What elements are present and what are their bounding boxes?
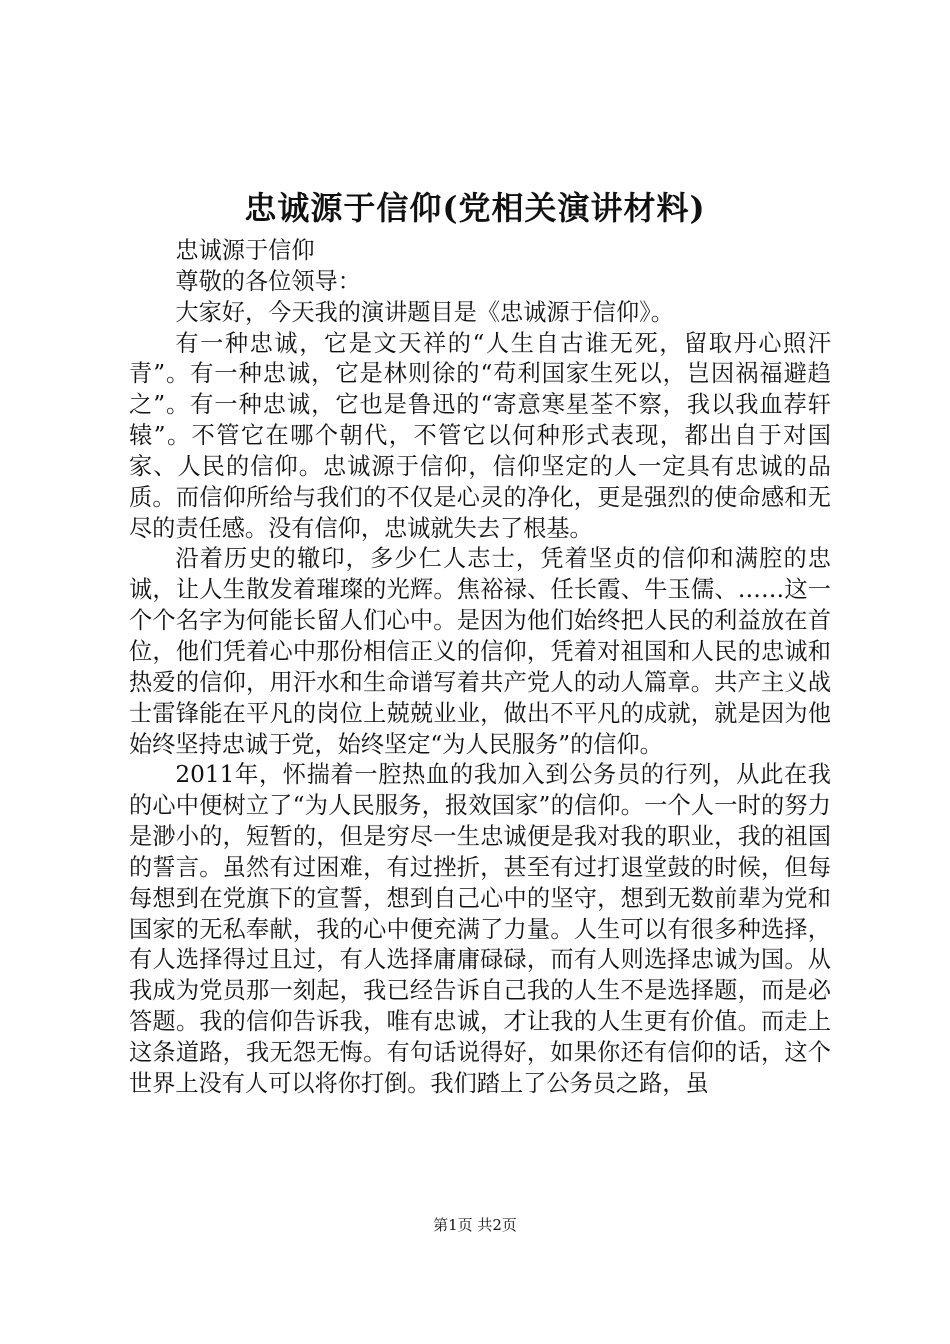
paragraph-greeting: 大家好，今天我的演讲题目是《忠诚源于信仰》。 xyxy=(175,298,674,326)
paragraph-salutation: 尊敬的各位领导： xyxy=(175,267,361,295)
document-body xyxy=(129,236,831,1100)
paragraph: 有一种忠诚，它是文天祥的“人生自古谁无死，留取丹心照汗青”。有一种忠诚，它是林则徐的“苟利国家生死以，岂因祸福避趋之”。有一种忠诚，它也是鲁迅的“寄意寒星荃不察，我以我血荐轩辕”。不管它在哪个朝代，不管它以何种形式表现，都出自于对国家、人民的信仰。忠诚源于信仰，信仰坚定的人一定具有忠诚的品质。而信仰所给与我们的不仅是心灵的净化，更是强烈的使命感和无尽的责任感。没有信仰，忠诚就失去了根基。 xyxy=(129,329,831,542)
paragraph: 沿着历史的辙印，多少仁人志士，凭着坚贞的信仰和满腔的忠诚，让人生散发着璀璨的光辉。焦裕禄、任长霞、牛玉儒、……这一个个名字为何能长留人们心中。是因为他们始终把人民的利益放在首位，他们凭着心中那份相信正义的信仰，凭着对祖国和人民的忠诚和热爱的信仰，用汗水和生命谱写着共产党人的动人篇章。共产主义战士雷锋能在平凡的岗位上兢兢业业，做出不平凡的成就，就是因为他始终坚持忠诚于党，始终坚定“为人民服务”的信仰。 xyxy=(129,545,831,758)
paragraph: 2011年，怀揣着一腔热血的我加入到公务员的行列，从此在我的心中便树立了“为人民服务，报效国家”的信仰。一个人一时的努力是渺小的，短暂的，但是穷尽一生忠诚便是我对我的职业，我的祖国的誓言。虽然有过困难，有过挫折，甚至有过打退堂鼓的时候，但每每想到在党旗下的宣誓，想到自己心中的坚守，想到无数前辈为党和国家的无私奉献，我的心中便充满了力量。人生可以有很多种选择，有人选择得过且过，有人选择庸庸碌碌，而有人则选择忠诚为国。从我成为党员那一刻起，我已经告诉自己我的人生不是选择题，而是必答题。我的信仰告诉我，唯有忠诚，才让我的人生更有价值。而走上这条道路，我无怨无悔。有句话说得好，如果你还有信仰的话，这个世界上没有人可以将你打倒。我们踏上了公务员之路，虽 xyxy=(129,761,831,1097)
paragraph-subtitle: 忠诚源于信仰 xyxy=(175,237,315,264)
document-title: 忠诚源于信仰(党相关演讲材料) xyxy=(244,189,706,227)
page-footer: 第1页 共2页 xyxy=(433,1216,517,1234)
